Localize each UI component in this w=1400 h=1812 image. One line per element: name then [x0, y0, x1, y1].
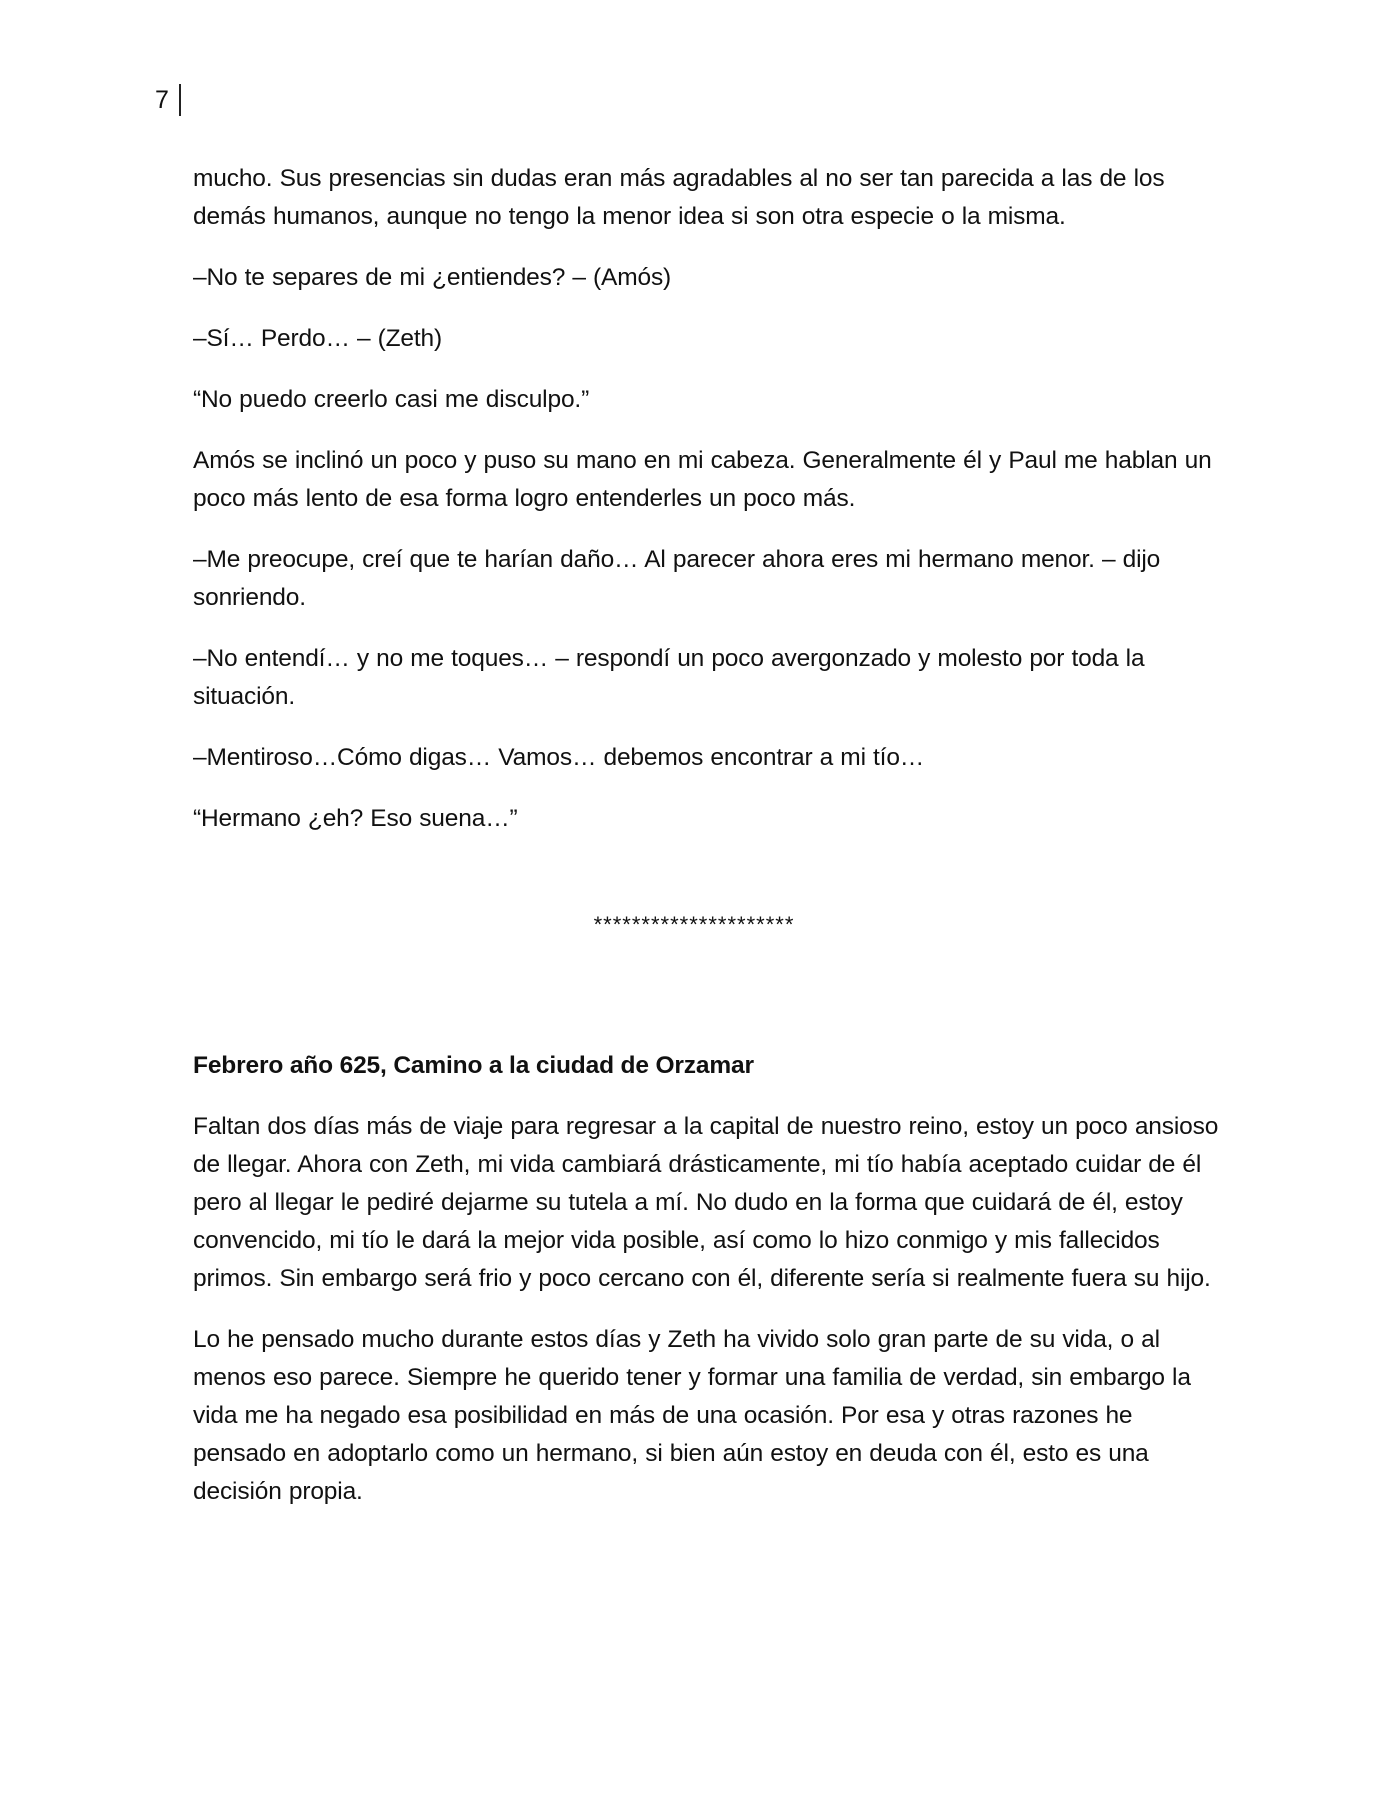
dialogue-line: –No entendí… y no me toques… – respondí un poco avergonzado y molesto por toda la situación. — [193, 645, 1145, 710]
header-divider — [179, 84, 181, 116]
thought-line: “No puedo creerlo casi me disculpo.” — [193, 386, 590, 413]
section-separator: ********************* — [593, 912, 795, 937]
page-number: 7 — [155, 86, 169, 114]
paragraph: mucho. Sus presencias sin dudas eran más agradables al no ser tan parecida a las de los demás humanos, aunque no tengo la menor idea si son otra especie o la misma. — [193, 165, 1165, 230]
paragraph: Lo he pensado mucho durante estos días y Zeth ha vivido solo gran parte de su vida, o al menos eso parece. Siempre he querido tener y formar una familia de verdad, sin embargo la vida me ha negado esa posibilidad en más de una ocasión. Por esa y otras razones he pensado en adoptarlo como un hermano, si bien aún estoy en deuda con él, esto es una decisión propia. — [193, 1326, 1191, 1505]
paragraph: Amós se inclinó un poco y puso su mano en mi cabeza. Generalmente él y Paul me hablan un poco más lento de esa forma logro entenderles un poco más. — [193, 447, 1212, 512]
section-heading: Febrero año 625, Camino a la ciudad de Orzamar — [193, 1052, 754, 1079]
dialogue-line: –No te separes de mi ¿entiendes? – (Amós) — [193, 264, 672, 291]
paragraph: Faltan dos días más de viaje para regresar a la capital de nuestro reino, estoy un poco ansioso de llegar. Ahora con Zeth, mi vida cambiará drásticamente, mi tío había aceptado cuidar de él pero al llegar le pediré dejarme su tutela a mí. No dudo en la forma que cuidará de él, estoy convencido, mi tío le dará la mejor vida posible, así como lo hizo conmigo y mis fallecidos primos. Sin embargo será frio y poco cercano con él, diferente sería si realmente fuera su hijo. — [193, 1113, 1219, 1292]
page-body — [193, 160, 1223, 1534]
dialogue-line: –Mentiroso…Cómo digas… Vamos… debemos encontrar a mi tío… — [193, 744, 925, 771]
dialogue-line: –Me preocupe, creí que te harían daño… Al parecer ahora eres mi hermano menor. – dijo sonriendo. — [193, 546, 1161, 611]
page-header — [155, 84, 181, 116]
thought-line: “Hermano ¿eh? Eso suena…” — [193, 805, 518, 832]
dialogue-line: –Sí… Perdo… – (Zeth) — [193, 325, 443, 352]
